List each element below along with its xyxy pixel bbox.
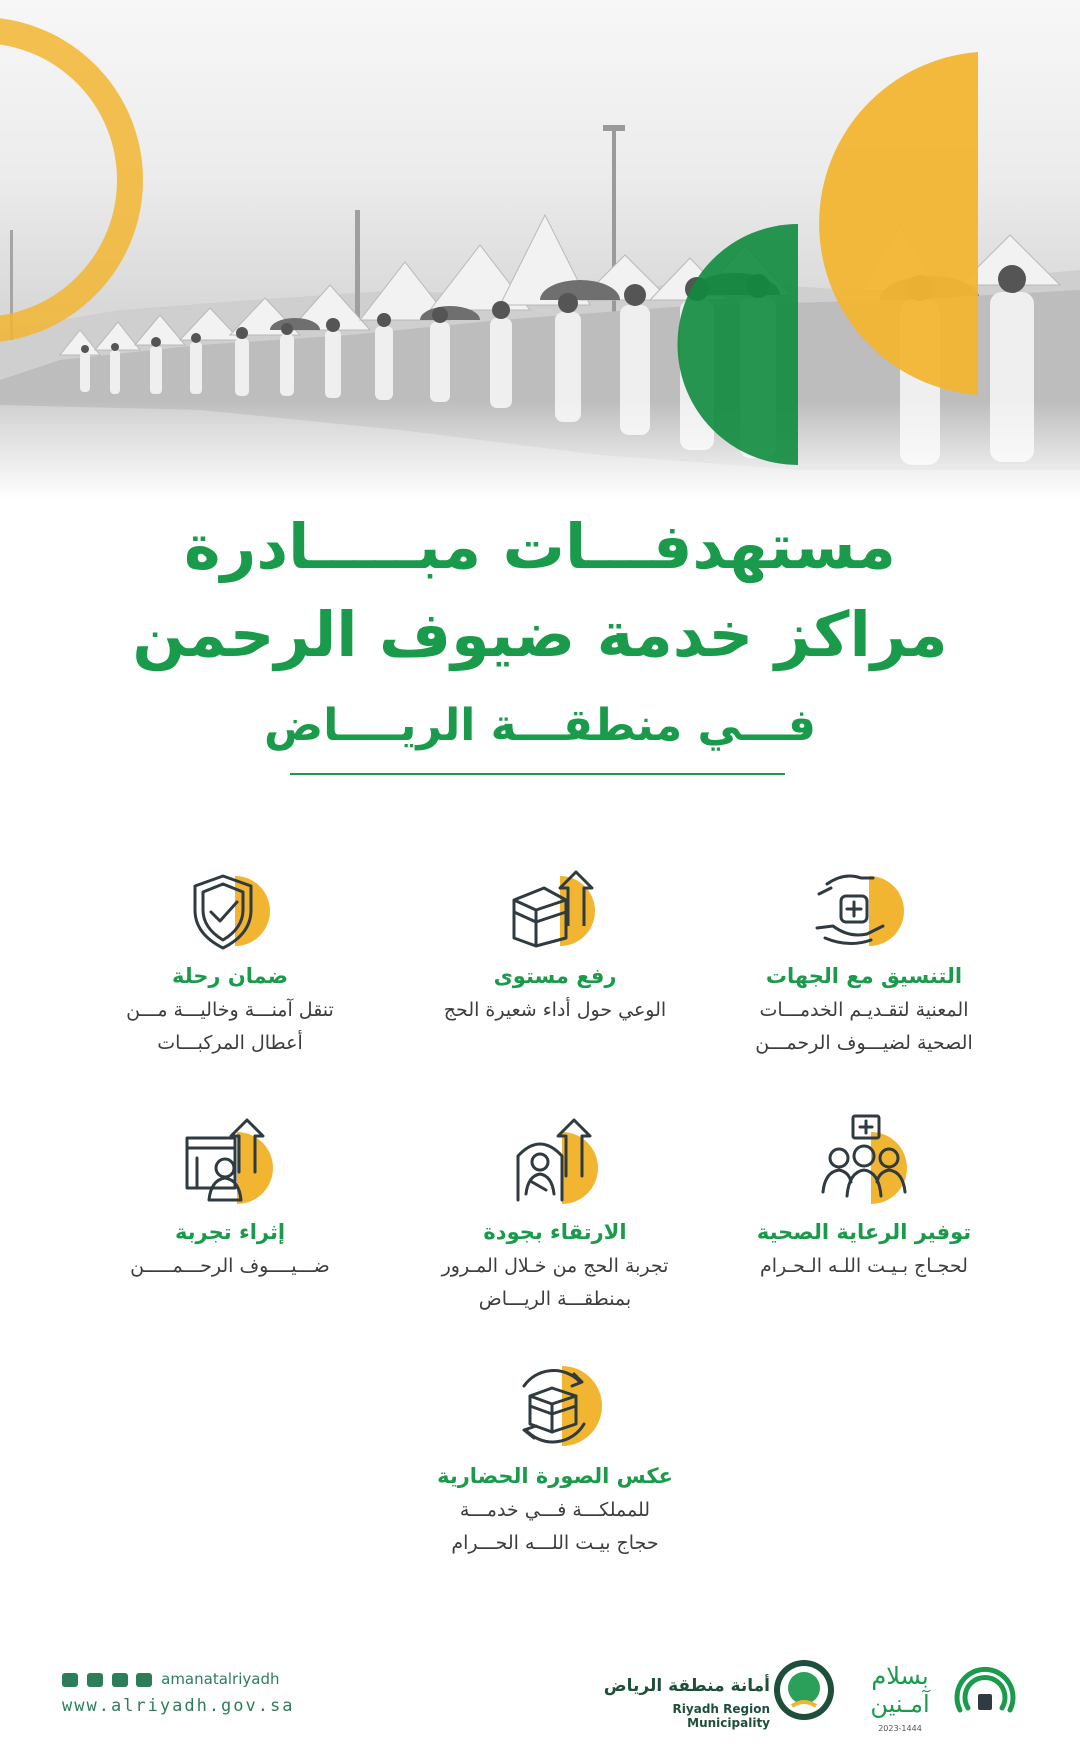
twitter-icon[interactable] — [62, 1673, 78, 1687]
goal-title: توفير الرعاية الصحية — [756, 1220, 972, 1244]
goal-title: ضمان رحلة — [171, 964, 289, 988]
linkedin-icon[interactable] — [112, 1673, 128, 1687]
hero-photo — [0, 0, 1080, 500]
goal-text-line: للمملكـــة فـــي خدمـــة — [459, 1499, 651, 1521]
website-link[interactable]: www.alriyadh.gov.sa — [62, 1696, 295, 1716]
goal-title: عكس الصورة الحضارية — [437, 1464, 673, 1488]
shield-check-icon — [175, 866, 285, 956]
goal-text-line: الوعي حول أداء شعيرة الحج — [443, 999, 667, 1021]
goal-text-line: تنقل آمنـــة وخاليـــة مـــن — [126, 999, 334, 1021]
goal-text-line: ضـــيــــوف الرحـــمـــــن — [130, 1255, 330, 1277]
pilgrim-improve-icon — [500, 1112, 610, 1212]
medical-team-icon — [809, 1112, 919, 1212]
goal-text-line: تجربة الحج من خـلال المـرور — [441, 1255, 669, 1277]
snapchat-icon[interactable] — [87, 1673, 103, 1687]
goal-text-line: الصحية لضيـــوف الرحمـــن — [755, 1032, 973, 1054]
title-divider — [290, 773, 785, 775]
campaign-line-1: بسلام — [871, 1662, 929, 1690]
title-line-3: فـــي منطقـــة الريــــاض — [264, 700, 816, 751]
title-line-2: مراكز خدمة ضيوف الرحمن — [132, 598, 948, 671]
pilgrim-kaaba-icon — [175, 1112, 285, 1212]
goal-title: إثراء تجربة — [174, 1220, 286, 1244]
goal-item-quality — [405, 1112, 705, 1316]
campaign-line-2: آمـنين — [870, 1690, 930, 1718]
hands-medical-icon — [809, 866, 919, 956]
footer — [0, 1640, 1080, 1754]
goal-text-line: أعطال المركبـــات — [157, 1032, 303, 1054]
campaign-logo — [950, 1660, 1020, 1730]
municipality-name-ar: أمانة منطقة الرياض — [603, 1676, 770, 1696]
kaaba-cycle-icon — [500, 1356, 610, 1456]
municipality-name-en: Riyadh Region Municipality — [672, 1702, 770, 1730]
goal-item-enrich — [80, 1112, 380, 1283]
social-handle[interactable]: amanatalriyadh — [161, 1670, 280, 1688]
goal-item-coordination — [714, 866, 1014, 1060]
goal-title: التنسيق مع الجهات — [765, 964, 963, 988]
goal-title: الارتقاء بجودة — [483, 1220, 627, 1244]
goal-text-line: حجاج بيـت اللـــه الحـــرام — [451, 1532, 659, 1554]
social-links[interactable] — [62, 1670, 280, 1688]
goal-item-awareness — [405, 866, 705, 1027]
goal-text-line: المعنية لتقـديـم الخدمـــات — [759, 999, 969, 1021]
goal-item-image — [405, 1356, 705, 1560]
goal-item-healthcare — [714, 1112, 1014, 1283]
title-line-1: مستهدفـــات مبـــــادرة — [184, 510, 896, 583]
goal-item-safe-trip — [80, 866, 380, 1060]
goal-text-line: لحجـاج بـيـت اللـه الـحـرام — [760, 1255, 968, 1277]
goal-text-line: بمنطقـــة الريـــاض — [478, 1288, 632, 1310]
municipality-logo — [772, 1658, 836, 1722]
kaaba-up-arrow-icon — [500, 866, 610, 956]
goal-title: رفع مستوى — [493, 964, 617, 988]
youtube-icon[interactable] — [136, 1673, 152, 1687]
campaign-years: 2023-1444 — [878, 1724, 922, 1733]
